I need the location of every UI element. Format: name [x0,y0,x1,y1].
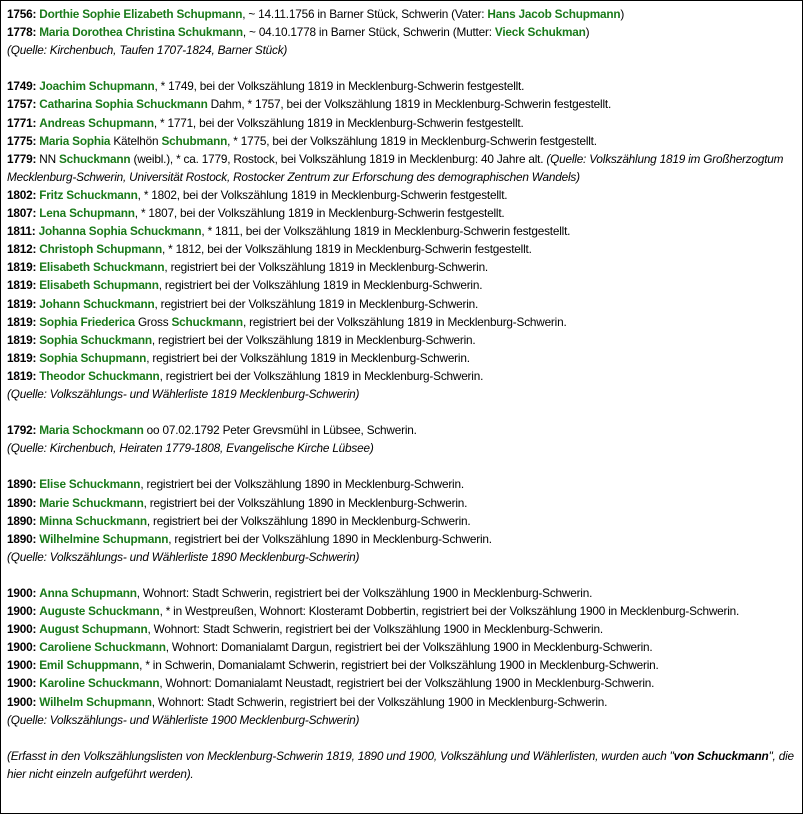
person-name: Lena Schupmann [39,206,135,221]
record-year: 1802: [7,187,37,202]
record-text: , registriert bei der Volkszählung 1890 in Mecklenburg-Schwerin. [140,477,464,492]
record-entry [7,77,797,95]
person-name: Joachim Schupmann [39,79,155,94]
inline-source: (Quelle: Volkszählung 1819 im Großherzogtum Mecklenburg-Schwerin, Universität Rostock, Rostocker Zentrum zur Erforschung des demographischen Wandels) [7,151,784,184]
record-entry [7,313,797,331]
person-name: Wilhelmine Schupmann [39,531,169,546]
record-text: , registriert bei der Volkszählung 1819 in Mecklenburg-Schwerin. [159,368,484,383]
person-name: Theodor Schuckmann [39,368,160,383]
person-name: Sophia Friederica [39,314,135,329]
person-name: Fritz Schuckmann [39,187,138,202]
record-text: , registriert bei der Volkszählung 1819 in Mecklenburg-Schwerin. [154,296,479,311]
record-text: (Quelle: Volkszählungs- und Wählerliste 1900 Mecklenburg-Schwerin) [7,712,360,727]
person-name: Catharina Sophia Schuckmann [39,97,208,112]
record-year: 1811: [7,224,36,239]
person-name: Anna Schupmann [39,586,137,600]
record-entry [7,475,797,493]
record-entry [7,186,797,204]
record-year: 1900: [7,658,37,673]
record-year: 1779: [7,151,37,166]
record-year: 1749: [7,79,37,94]
record-entry [7,222,797,240]
person-name: Schuckmann [58,151,131,166]
block-spacer [7,729,797,747]
record-year: 1778: [7,25,37,40]
record-year: 1757: [7,97,37,112]
record-text: Gross [134,314,172,329]
record-text: , registriert bei der Volkszählung 1819 in Mecklenburg-Schwerin. [242,314,567,329]
record-entry [7,584,797,602]
emphasis-text: von Schuckmann [673,748,769,763]
record-text: , registriert bei der Volkszählung 1819 in Mecklenburg-Schwerin. [164,260,489,275]
record-year: 1775: [7,133,37,148]
record-text: , * 1811, bei der Volkszählung 1819 in Mecklenburg-Schwerin festgestellt. [201,224,571,239]
record-entry [7,150,797,186]
record-entry [7,656,797,674]
source-citation [7,747,797,783]
person-name: Wilhelm Schupmann [39,694,152,709]
record-year: 1819: [7,278,37,293]
person-name: Maria Sophia [39,133,111,148]
record-text: (Quelle: Kirchenbuch, Taufen 1707-1824, Barner Stück) [7,43,288,58]
record-text: (weibl.), * ca. 1779, Rostock, bei Volkszählung 1819 in Mecklenburg: 40 Jahre alt. [130,151,547,166]
record-text: ) [585,25,590,40]
record-entry [7,114,797,132]
record-entry [7,23,797,41]
person-name: Elisabeth Schupmann [39,278,159,293]
record-entry [7,602,797,620]
record-text: , registriert bei der Volkszählung 1890 in Mecklenburg-Schwerin. [143,495,468,510]
record-text: , registriert bei der Volkszählung 1819 in Mecklenburg-Schwerin. [158,278,483,293]
person-name: Minna Schuckmann [39,513,147,528]
person-name: Schubmann [161,133,228,148]
record-entry [7,674,797,692]
record-year: 1771: [7,115,37,130]
record-text: , Wohnort: Stadt Schwerin, registriert bei der Volkszählung 1900 in Mecklenburg-Schwerin. [147,622,603,637]
person-name: Elise Schuckmann [39,477,141,492]
record-text: NN [36,151,59,166]
record-entry [7,132,797,150]
person-name: Marie Schuckmann [39,495,144,510]
record-text: (Quelle: Kirchenbuch, Heiraten 1779-1808, Evangelische Kirche Lübsee) [7,441,374,456]
record-text: , * 1771, bei der Volkszählung 1819 in Mecklenburg-Schwerin festgestellt. [153,115,524,130]
record-year: 1900: [7,586,37,600]
record-text: oo 07.02.1792 Peter Grevsmühl in Lübsee, Schwerin. [143,423,417,438]
record-text: , registriert bei der Volkszählung 1890 in Mecklenburg-Schwerin. [168,531,492,546]
record-entry [7,240,797,258]
record-text: , * 1812, bei der Volkszählung 1819 in Mecklenburg-Schwerin festgestellt. [161,242,532,257]
record-text: , registriert bei der Volkszählung 1890 in Mecklenburg-Schwerin. [146,513,471,528]
source-citation [7,711,797,729]
record-entry [7,258,797,276]
record-year: 1900: [7,640,37,655]
record-text: , Wohnort: Domanialamt Neustadt, registriert bei der Volkszählung 1900 in Mecklenburg-Schwerin. [159,676,655,691]
record-entry [7,421,797,439]
record-text: , * 1775, bei der Volkszählung 1819 in Mecklenburg-Schwerin festgestellt. [227,133,597,148]
block-spacer [7,403,797,421]
record-entry [7,204,797,222]
person-name: Caroliene Schuckmann [39,640,166,655]
record-text: (Quelle: Volkszählungs- und Wählerliste 1890 Mecklenburg-Schwerin) [7,549,360,564]
record-text: Kätelhön [110,133,162,148]
record-text: , ~ 14.11.1756 in Barner Stück, Schwerin (Vater: [242,7,488,21]
record-text: Dahm, * 1757, bei der Volkszählung 1819 in Mecklenburg-Schwerin festgestellt. [207,97,612,112]
record-year: 1900: [7,604,37,619]
record-entry [7,512,797,530]
person-name: Emil Schuppmann [39,658,140,673]
genealogy-record-list [7,5,797,783]
record-text: , * 1802, bei der Volkszählung 1819 in Mecklenburg-Schwerin festgestellt. [137,187,508,202]
record-year: 1812: [7,242,37,257]
record-entry [7,530,797,548]
source-citation [7,439,797,457]
record-text: (Quelle: Volkszählungs- und Wählerliste 1819 Mecklenburg-Schwerin) [7,386,360,401]
block-spacer [7,457,797,475]
person-name: Hans Jacob Schupmann [487,7,621,21]
record-entry [7,295,797,313]
record-year: 1756: [7,7,37,21]
record-entry [7,331,797,349]
record-entry [7,5,797,23]
record-year: 1890: [7,513,37,528]
source-citation [7,41,797,59]
record-text: , registriert bei der Volkszählung 1819 in Mecklenburg-Schwerin. [151,332,476,347]
record-text: , Wohnort: Stadt Schwerin, registriert bei der Volkszählung 1900 in Mecklenburg-Schwerin. [151,694,608,709]
source-citation [7,548,797,566]
record-year: 1819: [7,332,37,347]
person-name: Sophia Schuckmann [39,332,152,347]
record-text: , ~ 04.10.1778 in Barner Stück, Schwerin (Mutter: [242,25,495,40]
record-year: 1819: [7,350,37,365]
person-name: Christoph Schupmann [39,242,162,257]
person-name: Schuckmann [171,314,243,329]
record-entry [7,95,797,113]
record-year: 1792: [7,423,37,438]
record-year: 1890: [7,531,37,546]
person-name: Auguste Schuckmann [39,604,160,619]
record-entry [7,494,797,512]
person-name: Elisabeth Schuckmann [39,260,165,275]
record-entry [7,367,797,385]
record-text: ) [620,7,625,21]
record-text: , * in Schwerin, Domanialamt Schwerin, registriert bei der Volkszählung 1900 in Mecklenburg-Schwerin. [139,658,659,673]
record-entry [7,276,797,294]
person-name: Andreas Schupmann [39,115,154,130]
person-name: Johann Schuckmann [39,296,155,311]
source-citation [7,385,797,403]
record-year: 1819: [7,260,37,275]
record-entry [7,638,797,656]
person-name: Dorthie Sophie Elizabeth Schupmann [39,7,243,21]
record-year: 1900: [7,622,37,637]
person-name: Maria Dorothea Christina Schukmann [39,25,243,40]
record-year: 1900: [7,694,37,709]
record-text: , * 1749, bei der Volkszählung 1819 in Mecklenburg-Schwerin festgestellt. [154,79,525,94]
block-spacer [7,59,797,77]
record-text: , * in Westpreußen, Wohnort: Klosteramt Dobbertin, registriert bei der Volkszählung 1900 in Mecklenburg-Schwerin. [159,604,740,619]
record-text: (Erfasst in den Volkszählungslisten von Mecklenburg-Schwerin 1819, 1890 und 1900, Volkszählung und Wählerlisten, wurden auch " [7,748,674,763]
record-entry [7,349,797,367]
person-name: August Schupmann [39,622,148,637]
record-year: 1819: [7,314,37,329]
record-year: 1819: [7,296,37,311]
person-name: Maria Schockmann [39,423,144,438]
record-text: , Wohnort: Stadt Schwerin, registriert bei der Volkszählung 1900 in Mecklenburg-Schwerin. [136,586,593,600]
record-entry [7,693,797,711]
record-text: , Wohnort: Domanialamt Dargun, registriert bei der Volkszählung 1900 in Mecklenburg-Schwerin. [165,640,653,655]
record-year: 1819: [7,368,37,383]
person-name: Sophia Schupmann [39,350,147,365]
record-year: 1890: [7,495,37,510]
person-name: Vieck Schukman [494,25,586,40]
record-text: ", die hier nicht einzeln aufgeführt werden). [7,748,794,781]
record-year: 1807: [7,206,37,221]
person-name: Johanna Sophia Schuckmann [38,224,202,239]
record-text: , registriert bei der Volkszählung 1819 in Mecklenburg-Schwerin. [146,350,470,365]
record-year: 1890: [7,477,37,492]
person-name: Karoline Schuckmann [39,676,160,691]
block-spacer [7,566,797,584]
record-year: 1900: [7,676,37,691]
record-text: , * 1807, bei der Volkszählung 1819 in Mecklenburg-Schwerin festgestellt. [134,206,505,221]
record-entry [7,620,797,638]
